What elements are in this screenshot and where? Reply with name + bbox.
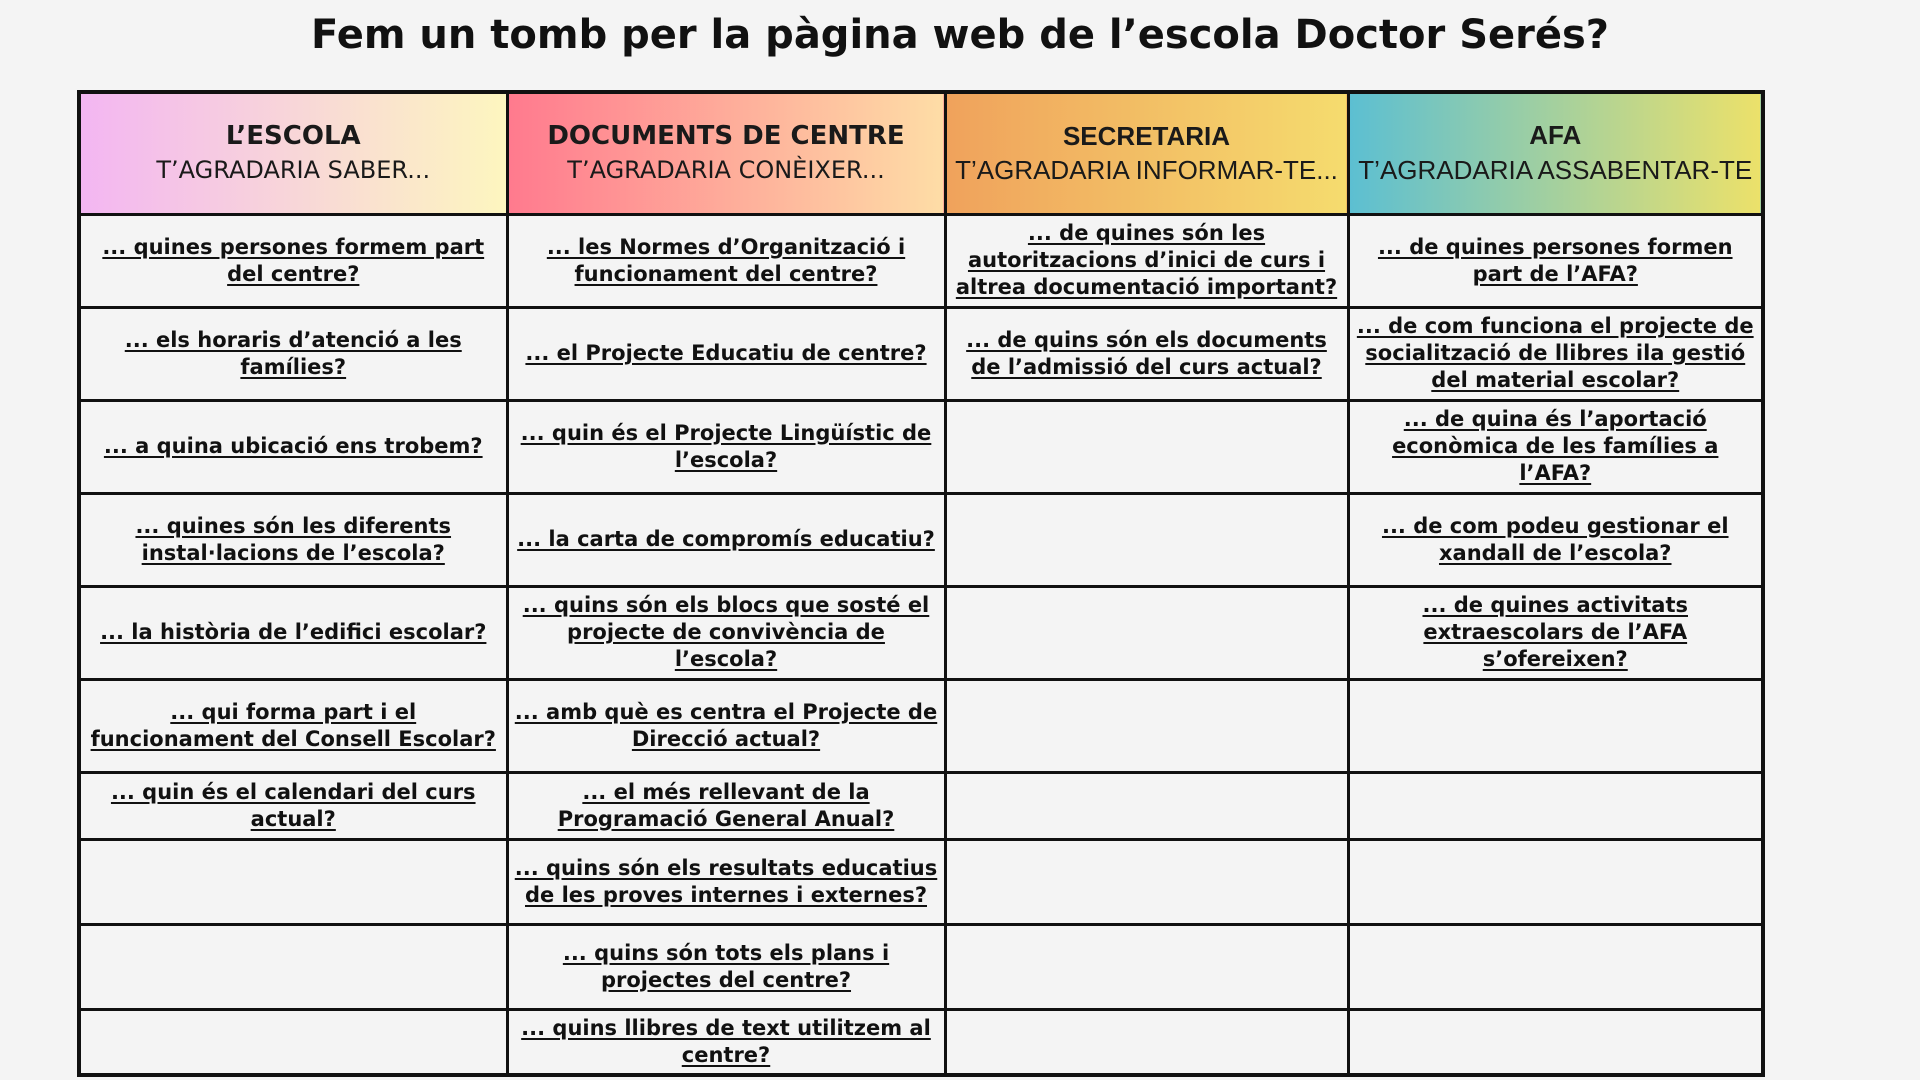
table-cell: [507, 1009, 945, 1075]
header-afa: [1348, 92, 1763, 214]
table-row: [79, 1009, 1763, 1075]
table-cell: [507, 214, 945, 307]
table-cell: [507, 493, 945, 586]
afa-link-2[interactable]: ... de com funciona el projecte de socialització de llibres ila gestió del material escolar?: [1356, 314, 1754, 392]
documents-link-1[interactable]: ... les Normes d’Organització i funcionament del centre?: [546, 234, 906, 286]
documents-link-5[interactable]: ... quins són els blocs que sosté el projecte de convivència de l’escola?: [522, 593, 930, 671]
table-cell: [1348, 586, 1763, 679]
table-cell: [507, 679, 945, 772]
documents-link-2[interactable]: ... el Projecte Educatiu de centre?: [525, 341, 927, 365]
table-cell: [945, 493, 1348, 586]
table-cell: [1348, 400, 1763, 493]
table-row: [79, 214, 1763, 307]
header-escola-subtitle: T’AGRADARIA SABER...: [156, 156, 431, 185]
header-afa-title: AFA: [1529, 119, 1582, 150]
table-cell: [945, 307, 1348, 400]
escola-link-1[interactable]: ... quines persones formem part del centre?: [102, 234, 485, 286]
table-row: [79, 924, 1763, 1009]
table-cell: [79, 307, 507, 400]
documents-link-3[interactable]: ... quin és el Projecte Lingüístic de l’escola?: [520, 420, 932, 472]
header-secretaria-subtitle: T’AGRADARIA INFORMAR-TE...: [955, 155, 1338, 186]
table-cell: [79, 493, 507, 586]
table-cell: [507, 772, 945, 839]
documents-link-8[interactable]: ... quins són els resultats educatius de les proves internes i externes?: [514, 855, 938, 907]
table-cell: [1348, 214, 1763, 307]
secretaria-link-2[interactable]: ... de quins són els documents de l’admissió del curs actual?: [966, 327, 1327, 379]
table-row: [79, 307, 1763, 400]
table-cell: [945, 772, 1348, 839]
table-cell: [1348, 924, 1763, 1009]
header-documents-title: DOCUMENTS DE CENTRE: [547, 121, 905, 152]
table-cell: [945, 924, 1348, 1009]
table-row: [79, 772, 1763, 839]
table-cell: [79, 400, 507, 493]
table-cell: [79, 679, 507, 772]
afa-link-3[interactable]: ... de quina és l’aportació econòmica de les famílies a l’AFA?: [1392, 407, 1719, 485]
table-cell: [79, 924, 507, 1009]
escola-link-2[interactable]: ... els horaris d’atenció a les famílies?: [124, 327, 462, 379]
table-cell: [507, 307, 945, 400]
table-cell: [945, 214, 1348, 307]
afa-link-4[interactable]: ... de com podeu gestionar el xandall de l’escola?: [1381, 513, 1729, 565]
escola-link-3[interactable]: ... a quina ubicació ens trobem?: [103, 434, 483, 458]
table-cell: [945, 586, 1348, 679]
table-row: [79, 493, 1763, 586]
documents-link-7[interactable]: ... el més rellevant de la Programació General Anual?: [557, 779, 895, 831]
documents-link-6[interactable]: ... amb què es centra el Projecte de Direcció actual?: [514, 699, 938, 751]
table-cell: [945, 679, 1348, 772]
header-afa-subtitle: T’AGRADARIA ASSABENTAR-TE: [1358, 154, 1753, 185]
table-cell: [79, 214, 507, 307]
table-cell: [1348, 1009, 1763, 1075]
documents-link-4[interactable]: ... la carta de compromís educatiu?: [517, 527, 935, 551]
header-secretaria: [945, 92, 1348, 214]
table-row: [79, 679, 1763, 772]
table-cell: [1348, 679, 1763, 772]
header-escola-title: L’ESCOLA: [225, 121, 361, 152]
header-documents-subtitle: T’AGRADARIA CONÈIXER...: [567, 156, 885, 185]
afa-link-5[interactable]: ... de quines activitats extraescolars de l’AFA s’ofereixen?: [1422, 593, 1688, 671]
table-cell: [1348, 493, 1763, 586]
table-row: [79, 839, 1763, 924]
table-cell: [507, 839, 945, 924]
escola-link-6[interactable]: ... qui forma part i el funcionament del Consell Escolar?: [90, 699, 496, 751]
table-cell: [507, 924, 945, 1009]
table-cell: [79, 586, 507, 679]
table-cell: [79, 1009, 507, 1075]
table-cell: [79, 772, 507, 839]
table-cell: [79, 839, 507, 924]
table-cell: [1348, 772, 1763, 839]
table-cell: [945, 400, 1348, 493]
escola-link-5[interactable]: ... la història de l’edifici escolar?: [100, 620, 487, 644]
table-cell: [1348, 839, 1763, 924]
documents-link-10[interactable]: ... quins llibres de text utilitzem al centre?: [521, 1015, 931, 1067]
table-cell: [945, 1009, 1348, 1075]
table-cell: [1348, 307, 1763, 400]
escola-link-7[interactable]: ... quin és el calendari del curs actual?: [110, 779, 476, 831]
table-row: [79, 586, 1763, 679]
table-row: [79, 400, 1763, 493]
header-escola: [79, 92, 507, 214]
table-cell: [507, 586, 945, 679]
afa-link-1[interactable]: ... de quines persones formen part de l’AFA?: [1377, 234, 1733, 286]
table-cell: [945, 839, 1348, 924]
documents-link-9[interactable]: ... quins són tots els plans i projectes del centre?: [562, 940, 890, 992]
page-title: Fem un tomb per la pàgina web de l’escola Doctor Serés?: [310, 12, 1609, 58]
table-cell: [507, 400, 945, 493]
escola-link-4[interactable]: ... quines són les diferents instal·lacions de l’escola?: [135, 513, 452, 565]
header-secretaria-title: SECRETARIA: [1062, 121, 1231, 152]
secretaria-link-1[interactable]: ... de quines són les autoritzacions d’inici de curs i altrea documentació important?: [955, 221, 1338, 299]
header-row: [79, 92, 1763, 214]
links-table: [77, 90, 1765, 1077]
header-documents: [507, 92, 945, 214]
